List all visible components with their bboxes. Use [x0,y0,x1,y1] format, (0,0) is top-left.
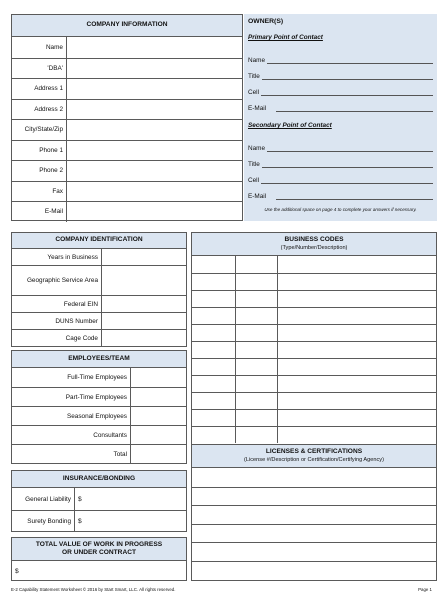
city-state-zip-label: City/State/Zip [12,120,67,140]
total-value-field[interactable]: $ [15,567,19,575]
consultants-label: Consultants [12,426,131,444]
business-code-number-cell[interactable] [236,359,278,375]
license-row[interactable] [192,505,436,524]
business-code-number-cell[interactable] [236,256,278,273]
business-code-number-cell[interactable] [236,427,278,443]
business-code-type-cell[interactable] [192,410,236,426]
business-code-row [192,324,436,341]
insurance-section [11,470,187,532]
city-state-zip-row [12,119,242,140]
city-state-zip-field[interactable] [67,120,242,140]
consultants-row [12,425,186,444]
business-code-number-cell[interactable] [236,291,278,307]
business-code-type-cell[interactable] [192,376,236,392]
business-code-description-cell[interactable] [278,410,436,426]
address2-field[interactable] [67,100,242,120]
business-code-row [192,392,436,409]
consultants-field[interactable] [131,426,186,444]
business-code-type-cell[interactable] [192,359,236,375]
business-code-number-cell[interactable] [236,308,278,324]
business-code-description-cell[interactable] [278,393,436,409]
duns-label: DUNS Number [12,313,102,329]
licenses-section [191,444,437,581]
cage-field[interactable] [102,330,186,346]
business-code-description-cell[interactable] [278,274,436,290]
owners-section [244,14,437,221]
business-code-description-cell[interactable] [278,291,436,307]
primary-name-field[interactable]: Name [248,48,433,64]
primary-contact-title: Primary Point of Contact [248,34,323,41]
license-row[interactable] [192,542,436,561]
phone2-field[interactable] [67,161,242,181]
fax-label: Fax [12,182,67,202]
phone1-label: Phone 1 [12,141,67,161]
years-row [12,249,186,265]
owners-title: OWNER(S) [248,18,284,25]
address2-row [12,99,242,120]
email-label: E-Mail [12,202,67,222]
total-row [12,444,186,463]
duns-row [12,312,186,329]
address2-label: Address 2 [12,100,67,120]
business-code-type-cell[interactable] [192,291,236,307]
business-code-row [192,307,436,324]
ein-label: Federal EIN [12,296,102,312]
business-code-row [192,375,436,392]
total-value-header: TOTAL VALUE OF WORK IN PROGRESS OR UNDER CONTRACT [12,538,186,561]
business-code-type-cell[interactable] [192,274,236,290]
business-code-row [192,409,436,426]
parttime-row [12,387,186,406]
license-row[interactable] [192,487,436,506]
fulltime-label: Full-Time Employees [12,368,131,387]
general-liability-field[interactable]: $ [78,495,82,503]
surety-bonding-label: Surety Bonding [12,511,75,531]
secondary-cell-field[interactable]: Cell [248,168,433,184]
seasonal-field[interactable] [131,407,186,425]
licenses-grid [192,468,436,579]
business-code-description-cell[interactable] [278,359,436,375]
dba-field[interactable] [67,59,242,79]
primary-email-field[interactable]: E-Mail [248,96,433,112]
total-value-section [11,537,187,581]
business-codes-section [191,232,437,445]
phone2-row [12,160,242,181]
ein-row [12,295,186,312]
cage-row [12,329,186,346]
company-identification-header: COMPANY IDENTIFICATION [12,233,186,249]
address1-field[interactable] [67,79,242,99]
phone1-row [12,140,242,161]
seasonal-row [12,406,186,425]
address1-label: Address 1 [12,79,67,99]
business-code-row [192,273,436,290]
surety-bonding-field[interactable]: $ [78,517,82,525]
business-code-description-cell[interactable] [278,308,436,324]
business-code-description-cell[interactable] [278,376,436,392]
years-label: Years in Business [12,249,102,265]
business-code-number-cell[interactable] [236,274,278,290]
employees-header: EMPLOYEES/TEAM [12,351,186,368]
footer-copyright: E-2 Capability Statement Worksheet © 2016 by Start Smart, LLC. All rights reserved. [11,587,176,592]
service-area-label: Geographic Service Area [12,266,102,295]
secondary-contact-title: Secondary Point of Contact [248,122,332,129]
license-row[interactable] [192,561,436,580]
general-liability-row [12,488,186,510]
business-code-row [192,426,436,443]
business-code-row [192,290,436,307]
company-name-row [12,37,242,58]
business-codes-header: BUSINESS CODES (Type/Number/Description) [192,233,436,256]
service-area-field[interactable] [102,266,186,295]
business-code-description-cell[interactable] [278,427,436,443]
license-row[interactable] [192,524,436,543]
company-name-label: Name [12,37,67,58]
email-field[interactable] [67,202,242,222]
business-code-type-cell[interactable] [192,256,236,273]
phone1-field[interactable] [67,141,242,161]
business-code-type-cell[interactable] [192,393,236,409]
surety-bonding-row [12,510,186,531]
insurance-header: INSURANCE/BONDING [12,471,186,488]
business-code-row [192,358,436,375]
business-code-description-cell[interactable] [278,325,436,341]
company-information-header: COMPANY INFORMATION [12,15,242,37]
company-name-field[interactable] [67,37,242,58]
fulltime-field[interactable] [131,368,186,387]
years-field[interactable] [102,249,186,265]
total-field[interactable] [131,445,186,463]
service-area-row [12,265,186,295]
company-information-section [11,14,243,221]
footer-page-number: Page 1 [418,587,432,592]
parttime-label: Part-Time Employees [12,388,131,406]
duns-field[interactable] [102,313,186,329]
business-code-number-cell[interactable] [236,410,278,426]
address1-row [12,78,242,99]
general-liability-label: General Liability [12,488,75,510]
business-code-type-cell[interactable] [192,342,236,358]
secondary-title-field[interactable]: Title [248,152,433,168]
employees-section [11,350,187,464]
business-codes-grid [192,256,436,443]
business-code-type-cell[interactable] [192,308,236,324]
total-label: Total [12,445,131,463]
business-code-description-cell[interactable] [278,256,436,273]
seasonal-label: Seasonal Employees [12,407,131,425]
business-code-description-cell[interactable] [278,342,436,358]
parttime-field[interactable] [131,388,186,406]
business-code-type-cell[interactable] [192,325,236,341]
secondary-email-field[interactable]: E-Mail [248,184,433,200]
business-code-number-cell[interactable] [236,325,278,341]
email-row [12,201,242,222]
business-code-row [192,341,436,358]
primary-title-field[interactable]: Title [248,64,433,80]
license-row[interactable] [192,468,436,487]
fulltime-row [12,368,186,387]
cage-label: Cage Code [12,330,102,346]
dba-row [12,58,242,79]
company-identification-section [11,232,187,347]
dba-label: 'DBA' [12,59,67,79]
business-code-number-cell[interactable] [236,342,278,358]
owners-note: Use the additional space on page 4 to complete your answers if necessary. [264,207,417,212]
fax-row [12,181,242,202]
phone2-label: Phone 2 [12,161,67,181]
primary-cell-field[interactable]: Cell [248,80,433,96]
ein-field[interactable] [102,296,186,312]
licenses-header: LICENSES & CERTIFICATIONS (License #/Description or Certification/Certifying Agency) [192,445,436,468]
secondary-name-field[interactable]: Name [248,136,433,152]
business-code-row [192,256,436,273]
fax-field[interactable] [67,182,242,202]
business-code-type-cell[interactable] [192,427,236,443]
business-code-number-cell[interactable] [236,376,278,392]
business-code-number-cell[interactable] [236,393,278,409]
